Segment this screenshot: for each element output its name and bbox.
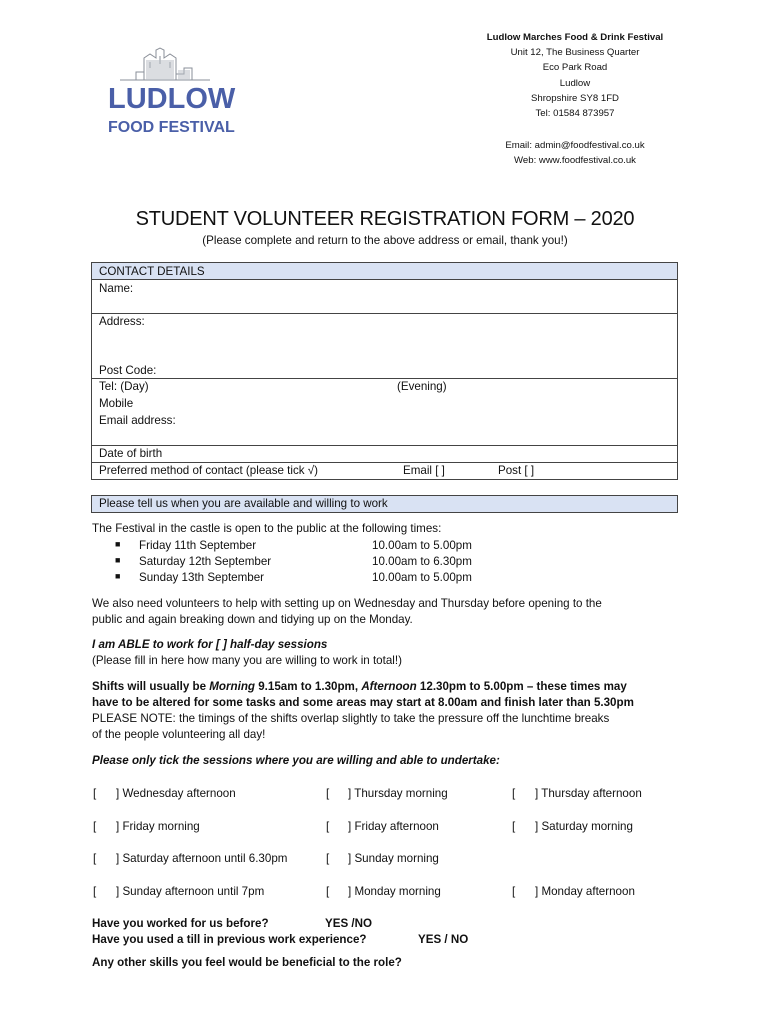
address-line: Eco Park Road <box>542 62 608 74</box>
session-checkbox[interactable]: [ <box>93 852 97 865</box>
session-checkbox[interactable]: [ <box>93 820 97 833</box>
address-line: Ludlow <box>559 77 591 89</box>
session-label: ] Thursday afternoon <box>535 787 642 800</box>
org-name: Ludlow Marches Food & Drink Festival <box>486 32 664 43</box>
session-checkbox[interactable]: [ <box>512 820 516 833</box>
session-label: ] Wednesday afternoon <box>116 787 236 800</box>
contact-heading: CONTACT DETAILS <box>92 263 677 280</box>
till-question: Have you used a till in previous work experience? <box>92 933 367 946</box>
email-line: Email: admin@foodfestival.co.uk <box>505 140 645 152</box>
open-time: 10.00am to 6.30pm <box>372 555 472 568</box>
contact-details-table <box>91 262 678 480</box>
session-checkbox[interactable]: [ <box>93 885 97 898</box>
session-label: ] Friday morning <box>116 820 200 833</box>
availability-intro: The Festival in the castle is open to the public at the following times: <box>92 522 442 535</box>
address-block <box>430 30 720 169</box>
address-line: Shropshire SY8 1FD <box>531 92 619 104</box>
pref-email-checkbox[interactable]: Email [ ] <box>403 464 445 477</box>
name-label: Name: <box>99 282 134 295</box>
bullet-icon: ■ <box>115 571 121 581</box>
session-checkbox[interactable]: [ <box>512 885 516 898</box>
note-line: of the people volunteering all day! <box>92 728 266 741</box>
session-label: ] Sunday morning <box>348 852 439 865</box>
bullet-icon: ■ <box>115 555 121 565</box>
note-line: PLEASE NOTE: the timings of the shifts overlap slightly to take the pressure off the lunchtime breaks <box>92 712 610 725</box>
session-checkbox[interactable]: [ <box>326 885 330 898</box>
mobile-label: Mobile <box>99 397 134 410</box>
setup-text: public and again breaking down and tidying up on the Monday. <box>92 613 413 626</box>
dob-label: Date of birth <box>99 447 163 460</box>
svg-text:FOOD FESTIVAL: FOOD FESTIVAL <box>108 119 235 136</box>
form-subtitle: (Please complete and return to the above address or email, thank you!) <box>202 234 568 247</box>
session-checkbox[interactable]: [ <box>326 852 330 865</box>
open-day: Sunday 13th September <box>139 571 265 584</box>
skills-question: Any other skills you feel would be beneficial to the role? <box>92 956 402 969</box>
setup-text: We also need volunteers to help with setting up on Wednesday and Thursday before opening to the <box>92 597 602 610</box>
open-day: Friday 11th September <box>139 539 257 552</box>
session-label: ] Saturday afternoon until 6.30pm <box>116 852 288 865</box>
web-line: Web: www.foodfestival.co.uk <box>514 155 636 167</box>
bullet-icon: ■ <box>115 539 121 549</box>
tel-evening-label: (Evening) <box>397 380 447 393</box>
session-label: ] Saturday morning <box>535 820 633 833</box>
ludlow-food-festival-logo <box>100 44 240 144</box>
address-label: Address: <box>99 315 145 328</box>
session-label: ] Sunday afternoon until 7pm <box>116 885 265 898</box>
form-title: STUDENT VOLUNTEER REGISTRATION FORM – 2020 <box>135 208 635 230</box>
session-label: ] Thursday morning <box>348 787 448 800</box>
worked-before-answer[interactable]: YES /NO <box>325 917 373 930</box>
fill-note: (Please fill in here how many you are willing to work in total!) <box>92 654 402 667</box>
open-day: Saturday 12th September <box>139 555 272 568</box>
till-answer[interactable]: YES / NO <box>418 933 469 946</box>
availability-heading-box <box>91 495 678 513</box>
availability-heading: Please tell us when you are available and willing to work <box>92 496 677 512</box>
address-line: Unit 12, The Business Quarter <box>510 47 640 59</box>
session-label: ] Friday afternoon <box>348 820 439 833</box>
session-checkbox[interactable]: [ <box>326 787 330 800</box>
open-time: 10.00am to 5.00pm <box>372 571 472 584</box>
able-sessions-line[interactable]: I am ABLE to work for [ ] half-day sessions <box>92 638 328 651</box>
phone-line: Tel: 01584 873957 <box>535 107 615 119</box>
session-checkbox[interactable]: [ <box>512 787 516 800</box>
session-label: ] Monday afternoon <box>535 885 635 898</box>
svg-text:LUDLOW: LUDLOW <box>108 83 236 115</box>
postcode-label: Post Code: <box>99 364 157 377</box>
session-checkbox[interactable]: [ <box>326 820 330 833</box>
worked-before-question: Have you worked for us before? <box>92 917 269 930</box>
tel-day-label: Tel: (Day) <box>99 380 149 393</box>
session-checkbox[interactable]: [ <box>93 787 97 800</box>
castle-icon <box>100 44 240 144</box>
shifts-line: Shifts will usually be Morning 9.15am to 1.30pm, Afternoon 12.30pm to 5.00pm – these times may <box>92 680 627 693</box>
pref-post-checkbox[interactable]: Post [ ] <box>498 464 535 477</box>
email-address-label: Email address: <box>99 414 176 427</box>
session-label: ] Monday morning <box>348 885 441 898</box>
tick-instruction: Please only tick the sessions where you are willing and able to undertake: <box>92 754 500 767</box>
open-time: 10.00am to 5.00pm <box>372 539 472 552</box>
shifts-line-2: have to be altered for some tasks and some areas may start at 8.00am and finish later than 5.30pm <box>92 696 634 709</box>
preferred-contact-label: Preferred method of contact (please tick √) <box>99 464 319 477</box>
